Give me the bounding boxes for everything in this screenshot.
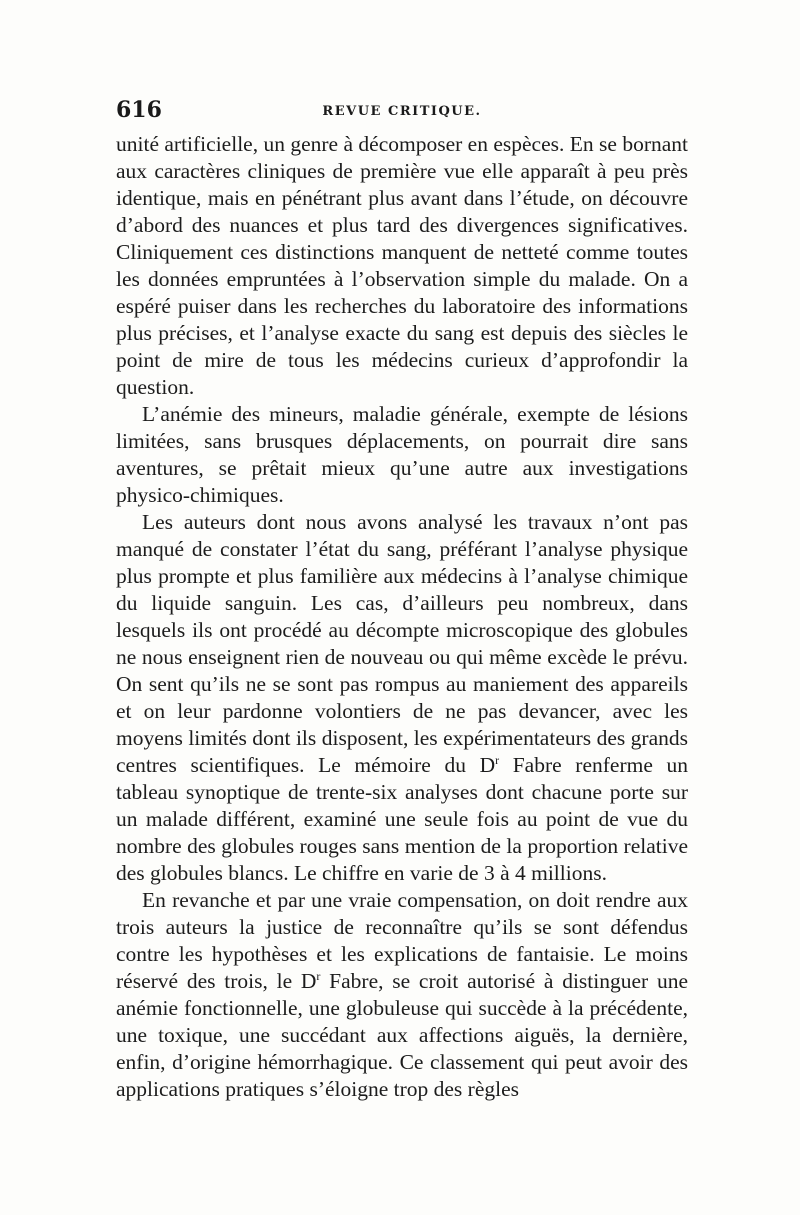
page-header <box>116 97 688 127</box>
paragraph-text-segment: En revanche et par une vraie compensation, on doit rendre aux trois auteurs la justice de reconnaître qu’ils se sont défendus contre les hypothèses et les explications de fantaisie. Le moins réservé des trois, le D <box>116 888 688 993</box>
superscript-r: r <box>316 968 321 983</box>
page-number: 616 <box>116 97 162 123</box>
paragraph-text-segment: Les auteurs dont nous avons analysé les travaux n’ont pas manqué de constater l’état du sang, préférant l’analyse physique plus prompte et plus familière aux médecins à l’analyse chimique du liquide sanguin. Les cas, d’ailleurs peu nombreux, dans lesquels ils ont procédé au décompte microscopique des globules ne nous enseignent rien de nouveau ou qui même excède le prévu. On sent qu’ils ne se sont pas rompus au maniement des appareils et on leur pardonne volontiers de ne pas devancer, avec les moyens limités dont ils disposent, les expérimentateurs des grands centres scientifiques. Le mémoire du D <box>116 510 688 777</box>
paragraph-continued: unité artificielle, un genre à décomposer en espèces. En se bornant aux caractères cliniques de première vue elle apparaît à peu près identique, mais en pénétrant plus avant dans l’étude, on découvre d’abord des nuances et plus tard des divergences significatives. Cliniquement ces distinctions manquent de netteté comme toutes les données empruntées à l’observation simple du malade. On a espéré puiser dans les recherches du laboratoire des informations plus précises, et l’analyse exacte du sang est depuis des siècles le point de mire de tous les médecins curieux d’approfondir la question. <box>116 132 688 399</box>
paragraph-miners-anemia: L’anémie des mineurs, maladie générale, exempte de lésions limitées, sans brusques déplacements, on pourrait dire sans aventures, se prêtait mieux qu’une autre aux investigations physico-chimiques. <box>116 402 688 507</box>
running-head: REVUE CRITIQUE. <box>322 104 482 119</box>
paragraph-blood-analysis <box>116 509 688 887</box>
paragraph-text-segment: Fabre renferme un tableau synoptique de trente-six analyses dont chacune porte sur un malade différent, examiné une seule fois au point de vue du nombre des globules rouges sans mention de la proportion relative des globules blancs. Le chiffre en varie de 3 à 4 millions. <box>116 753 688 885</box>
superscript-r: r <box>495 752 500 767</box>
paragraph-text-segment: Fabre, se croit autorisé à distinguer une anémie fonctionnelle, une globuleuse qui succède à la précédente, une toxique, une succédant aux affections aiguës, la dernière, enfin, d’origine hémorrhagique. Ce classement qui peut avoir des applications pratiques s’éloigne trop des règles <box>116 969 688 1101</box>
body-text <box>116 131 688 1103</box>
paragraph-compensation <box>116 887 688 1103</box>
